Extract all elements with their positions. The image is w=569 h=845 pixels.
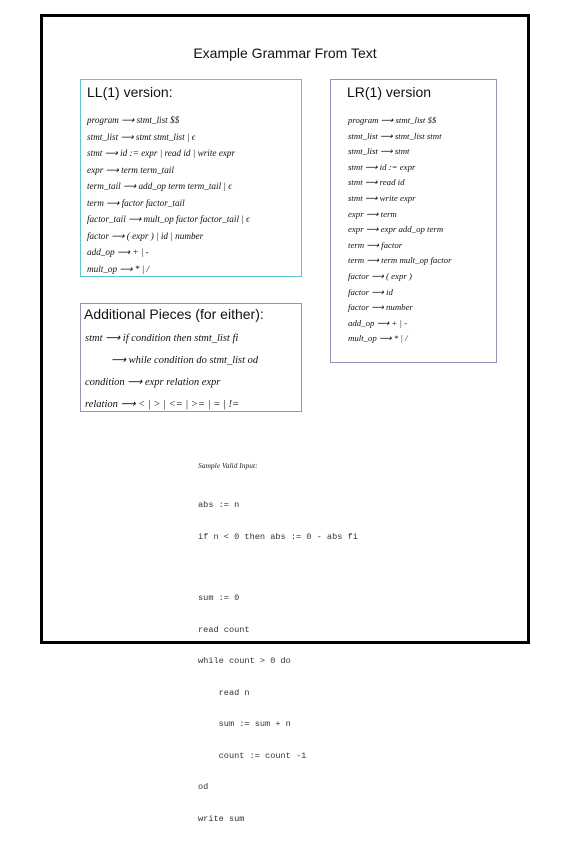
grammar-rule: mult_op ⟶ * | /	[348, 333, 408, 344]
grammar-rule: factor ⟶ ( expr ) | id | number	[87, 230, 204, 241]
ll-grammar-title: LL(1) version:	[87, 84, 173, 100]
grammar-rule: condition ⟶ expr relation expr	[85, 377, 221, 388]
lr-rules	[348, 113, 452, 347]
code-line: count := count -1	[198, 750, 307, 761]
grammar-rule: stmt_list ⟶ stmt	[348, 146, 410, 157]
grammar-rule: factor ⟶ number	[348, 302, 413, 313]
document-frame	[40, 14, 530, 824]
grammar-rule: add_op ⟶ + | -	[87, 247, 149, 257]
code-line: sum := sum + n	[198, 719, 291, 729]
grammar-rule: expr ⟶ expr add_op term	[348, 224, 444, 235]
grammar-rule: term ⟶ factor	[348, 239, 403, 250]
code-line: write sum	[198, 813, 245, 824]
page-title: Example Grammar From Text	[193, 45, 377, 61]
grammar-rule: program ⟶ stmt_list $$	[87, 115, 180, 125]
grammar-rule: stmt_list ⟶ stmt_list stmt	[348, 130, 442, 141]
grammar-rule: stmt ⟶ id := expr | read id | write expr	[87, 148, 236, 158]
grammar-rule: stmt ⟶ if condition then stmt_list fi	[85, 333, 239, 344]
lr-grammar-title: LR(1) version	[347, 84, 432, 100]
grammar-rule: stmt ⟶ write expr	[348, 192, 416, 203]
additional-rules	[85, 328, 258, 416]
grammar-rule: term ⟶ factor factor_tail	[87, 197, 185, 208]
code-line: abs := n	[198, 500, 240, 510]
ll-grammar-box	[80, 79, 302, 277]
additional-pieces-box	[80, 303, 302, 412]
code-line: read n	[198, 687, 250, 698]
grammar-rule: ⟶ while condition do stmt_list od	[111, 355, 259, 366]
sample-input-section	[198, 461, 358, 845]
grammar-rule: stmt_list ⟶ stmt stmt_list | ϵ	[87, 131, 196, 142]
code-line: while count > 0 do	[198, 656, 291, 666]
code-line: sum := 0	[198, 593, 240, 603]
grammar-rule: term_tail ⟶ add_op term term_tail | ϵ	[87, 181, 232, 191]
grammar-rule: mult_op ⟶ * | /	[87, 263, 150, 274]
grammar-rule: factor ⟶ ( expr )	[348, 270, 412, 281]
code-line: if n < 0 then abs := 0 - abs fi	[198, 531, 358, 542]
grammar-rule: expr ⟶ term	[348, 208, 397, 219]
code-block	[198, 479, 358, 845]
grammar-rule: add_op ⟶ + | -	[348, 317, 408, 328]
grammar-rule: program ⟶ stmt_list $$	[348, 115, 437, 125]
lr-grammar-box	[330, 79, 497, 363]
sample-input-label: Sample Valid Input:	[198, 461, 258, 470]
grammar-rule: expr ⟶ term term_tail	[87, 164, 174, 175]
code-line: read count	[198, 624, 250, 635]
code-line: od	[198, 782, 209, 792]
grammar-rule: factor_tail ⟶ mult_op factor factor_tail | ϵ	[87, 214, 250, 224]
grammar-rule: relation ⟶ < | > | <= | >= | = | !=	[85, 399, 240, 410]
grammar-rule: stmt ⟶ id := expr	[348, 161, 416, 172]
grammar-rule: term ⟶ term mult_op factor	[348, 255, 452, 266]
grammar-rule: factor ⟶ id	[348, 286, 393, 297]
ll-rules	[87, 112, 250, 277]
additional-pieces-title: Additional Pieces (for either):	[84, 306, 264, 322]
grammar-rule: stmt ⟶ read id	[348, 177, 405, 188]
